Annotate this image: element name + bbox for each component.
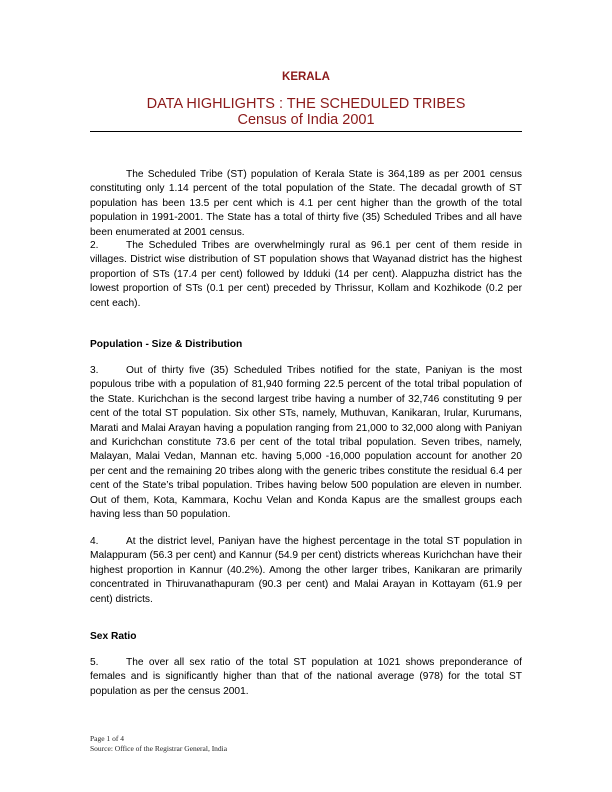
paragraph-text: The over all sex ratio of the total ST population at 1021 shows preponderance of females and is significantly higher than that of the national average (978) for the total ST population as per the census 2001. [90, 657, 522, 697]
paragraph-2 [90, 239, 522, 311]
source-note: Source: Office of the Registrar General, India [90, 744, 228, 753]
title-subtitle: Census of India 2001 [237, 112, 375, 128]
paragraph-number: 5. [90, 657, 99, 668]
paragraph-4 [90, 535, 522, 607]
paragraph-number: 4. [90, 536, 99, 547]
section-heading-population: Population - Size & Distribution [90, 339, 243, 350]
paragraph-number: 2. [90, 240, 99, 251]
document-title [0, 96, 612, 128]
paragraph-text: The Scheduled Tribes are overwhelmingly rural as 96.1 per cent of them reside in villages. District wise distribution of ST population shows that Wayanad district has the highest proportion of STs (17.4 per cent) followed by Idduki (14 per cent). Alappuzha district has the lowest proportion of STs (0.1 per cent) preceded by Thrissur, Kollam and Kozhikode (0.2 per cent each). [90, 240, 522, 309]
section-heading-sex-ratio: Sex Ratio [90, 631, 137, 642]
title-main: DATA HIGHLIGHTS : THE SCHEDULED TRIBES [146, 96, 466, 112]
page-footer [90, 734, 227, 754]
state-name: KERALA [282, 71, 330, 83]
paragraph-text: Out of thirty five (35) Scheduled Tribes notified for the state, Paniyan is the most populous tribe with a population of 81,940 forming 22.5 percent of the total tribal population of the State. Kurichchan is the second largest tribe having a number of 32,746 constituting 9 per cent of the total ST population. Six other STs, namely, Muthuvan, Kanikaran, Irular, Kurumans, Marati and Malai Arayan having a population ranging from 21,000 to 32,000 along with Paniyan and Kurichchan constitute 73.6 per cent of the total tribal population. Seven tribes, namely, Malayan, Malai Vedan, Mannan etc. having 5,000 -16,000 population account for another 20 per cent and the remaining 20 tribes along with the generic tribes constitute the residual 6.4 per cent of the State’s tribal population. Tribes having below 500 population are eleven in number. Out of them, Kota, Kammara, Kochu Velan and Konda Kapus are the smallest groups each having less than 50 population. [90, 365, 522, 521]
header-divider [90, 131, 522, 132]
paragraph-text: At the district level, Paniyan have the highest percentage in the total ST population in Malappuram (56.3 per cent) and Kannur (54.9 per cent) districts whereas Kurichchan have their highest proportion in Kannur (40.2%). Among the other larger tribes, Kanikaran are primarily concentrated in Thiruvanathapuram (90.3 per cent) and Malai Arayan in Kottayam (61.9 per cent) districts. [90, 536, 522, 605]
paragraph-5 [90, 656, 522, 699]
paragraph-number: 3. [90, 365, 99, 376]
paragraph-3 [90, 364, 522, 522]
paragraph-text: The Scheduled Tribe (ST) population of Kerala State is 364,189 as per 2001 census constituting only 1.14 percent of the total population of the State. The decadal growth of ST population has been 13.5 per cent which is 4.1 per cent higher than the growth of the total population in 1991-2001. The State has a total of thirty five (35) Scheduled Tribes and all have been enumerated at 2001 census. [90, 169, 522, 238]
paragraph-1 [90, 168, 522, 240]
page-number: Page 1 of 4 [90, 734, 124, 743]
